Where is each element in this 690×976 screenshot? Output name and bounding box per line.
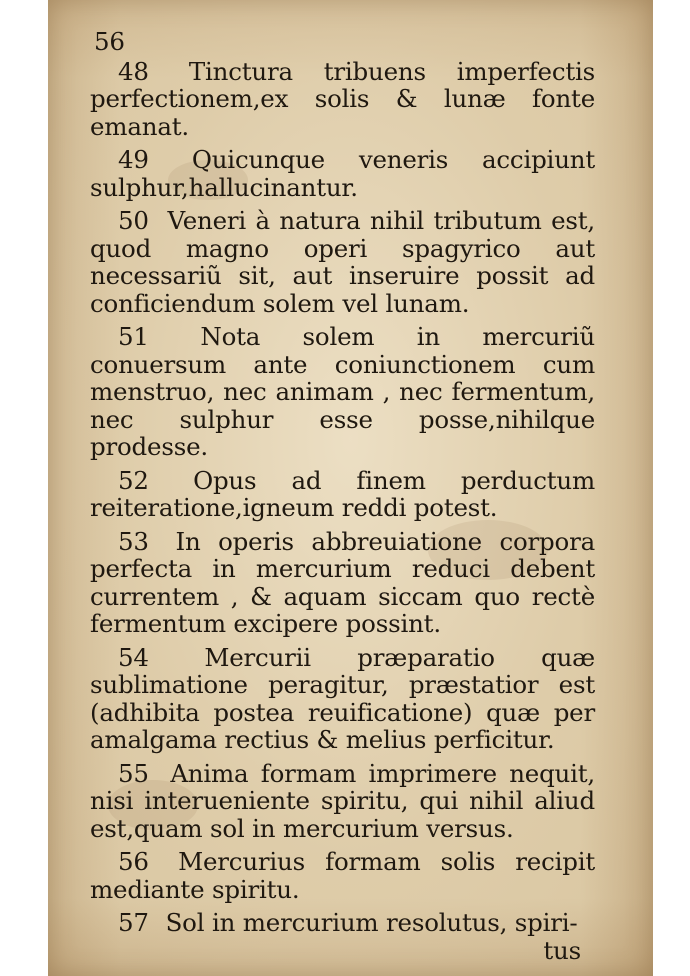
aphorism-51	[90, 323, 595, 461]
aphorism-number: 49	[118, 145, 149, 174]
aphorism-text: Quicunque veneris accipiunt sulphur,hallucinantur.	[90, 145, 595, 202]
aphorism-text: Anima formam imprimere nequit, nisi interueniente spiritu, qui nihil aliud est,quam sol in mercurium versus.	[90, 758, 596, 843]
aphorism-text: Sol in mercurium resolutus, spiri-	[165, 908, 578, 937]
aphorism-54	[90, 644, 595, 754]
aphorism-49	[90, 146, 595, 201]
aphorism-48	[90, 58, 595, 141]
aphorism-number: 48	[118, 56, 149, 86]
aphorism-number: 57	[118, 908, 149, 937]
aphorism-text: In operis abbreuiatione corpora perfecta in mercurium reduci debent currentem , & aquam siccam quo rectè fermentum excipere possint.	[90, 526, 595, 638]
aphorism-number: 53	[118, 526, 149, 556]
aphorism-number: 51	[118, 322, 149, 351]
aphorism-text: Mercurii præparatio quæ sublimatione peragitur, præstatior est (adhibita postea reuificatione) quæ per amalgama rectius & melius perficitur.	[90, 642, 595, 754]
aphorism-text: Nota solem in mercuriũ conuersum ante coniunctionem cum menstruo, nec animam , nec fermentum, nec sulphur esse posse,nihilque prodesse.	[90, 322, 595, 461]
aphorism-number: 50	[118, 206, 149, 235]
page-number: 56	[94, 27, 125, 56]
aphorism-52	[90, 467, 595, 522]
page-text	[90, 28, 595, 964]
aphorism-56	[90, 848, 595, 903]
aphorism-text: Veneri à natura nihil tributum est, quod magno operi spagyrico aut necessariũ sit, aut inseruire possit ad conficiendum solem vel lunam.	[90, 206, 595, 318]
aphorism-number: 56	[118, 847, 149, 876]
aphorism-57	[90, 909, 595, 937]
aphorism-55	[90, 760, 595, 843]
catchword: tus	[543, 935, 581, 965]
aphorism-50	[90, 207, 595, 317]
aphorism-text: Opus ad finem perductum reiteratione,igneum reddi potest.	[90, 465, 595, 522]
aphorism-number: 55	[118, 758, 149, 788]
aphorism-number: 52	[118, 465, 149, 495]
aphorism-53	[90, 528, 595, 638]
aphorism-number: 54	[118, 642, 149, 672]
aphorism-text: Mercurius formam solis recipit mediante spiritu.	[90, 847, 595, 904]
aphorism-text: Tinctura tribuens imperfectis perfectionem,ex solis & lunæ fonte emanat.	[90, 56, 595, 141]
